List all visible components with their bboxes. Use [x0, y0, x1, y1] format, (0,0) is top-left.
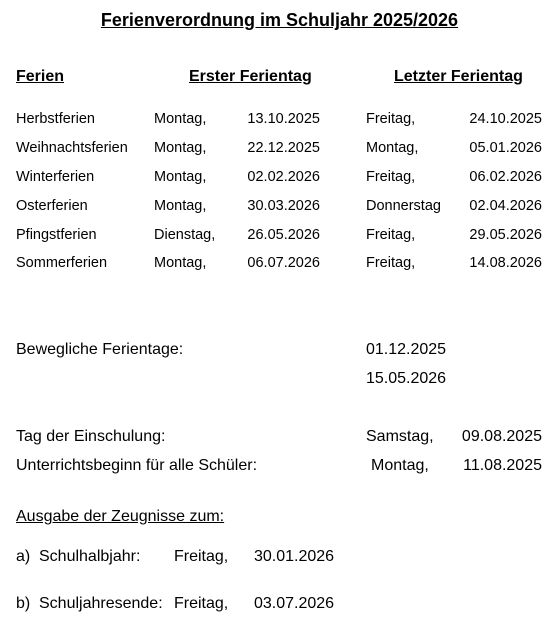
- holiday-name: Pfingstferien: [16, 227, 97, 243]
- end-weekday: Donnerstag: [366, 198, 441, 214]
- unterrichtsbeginn-date: 11.08.2025: [463, 457, 542, 474]
- holiday-name: Weihnachtsferien: [16, 140, 128, 156]
- zeugnis-label: Schuljahresende:: [39, 595, 163, 612]
- start-date: 30.03.2026: [247, 198, 320, 214]
- einschulung-date: 09.08.2025: [461, 428, 542, 445]
- start-weekday: Dienstag,: [154, 227, 216, 243]
- einschulung-weekday: Samstag,: [366, 428, 434, 445]
- start-weekday: Montag,: [154, 255, 207, 271]
- end-weekday: Freitag,: [366, 111, 416, 127]
- unterrichtsbeginn-label: Unterrichtsbeginn für alle Schüler:: [16, 457, 258, 474]
- bewegliche-ferientage-label: Bewegliche Ferientage:: [16, 341, 184, 358]
- bewegliche-date: 15.05.2026: [366, 370, 447, 387]
- holiday-name: Winterferien: [16, 169, 95, 185]
- start-date: 22.12.2025: [247, 140, 320, 156]
- end-weekday: Freitag,: [366, 227, 416, 243]
- start-weekday: Montag,: [154, 169, 207, 185]
- einschulung-label: Tag der Einschulung:: [16, 428, 166, 445]
- header-letzter-ferientag: Letzter Ferientag: [394, 68, 523, 85]
- start-date: 13.10.2025: [247, 111, 320, 127]
- zeugnis-label: Schulhalbjahr:: [39, 548, 141, 565]
- header-erster-ferientag: Erster Ferientag: [189, 68, 312, 85]
- start-weekday: Montag,: [154, 140, 207, 156]
- list-marker: b): [16, 595, 31, 612]
- unterrichtsbeginn-weekday: Montag,: [371, 457, 429, 474]
- zeugnisse-heading: Ausgabe der Zeugnisse zum:: [16, 508, 225, 525]
- list-marker: a): [16, 548, 31, 565]
- zeugnis-date: 30.01.2026: [254, 548, 335, 565]
- start-weekday: Montag,: [154, 111, 207, 127]
- start-weekday: Montag,: [154, 198, 207, 214]
- end-weekday: Freitag,: [366, 169, 416, 185]
- start-date: 02.02.2026: [247, 169, 320, 185]
- page-title: Ferienverordnung im Schuljahr 2025/2026: [100, 10, 459, 30]
- end-date: 29.05.2026: [469, 227, 542, 243]
- holiday-name: Herbstferien: [16, 111, 95, 127]
- end-date: 02.04.2026: [469, 198, 542, 214]
- zeugnis-date: 03.07.2026: [254, 595, 335, 612]
- end-weekday: Montag,: [366, 140, 419, 156]
- end-date: 14.08.2026: [469, 255, 542, 271]
- zeugnis-weekday: Freitag,: [174, 548, 229, 565]
- bewegliche-date: 01.12.2025: [366, 341, 447, 358]
- end-weekday: Freitag,: [366, 255, 416, 271]
- start-date: 06.07.2026: [247, 255, 320, 271]
- header-ferien: Ferien: [16, 68, 65, 85]
- start-date: 26.05.2026: [247, 227, 320, 243]
- zeugnis-weekday: Freitag,: [174, 595, 229, 612]
- end-date: 06.02.2026: [469, 169, 542, 185]
- holiday-name: Osterferien: [16, 198, 88, 214]
- holiday-name: Sommerferien: [16, 255, 108, 271]
- end-date: 24.10.2025: [469, 111, 542, 127]
- end-date: 05.01.2026: [469, 140, 542, 156]
